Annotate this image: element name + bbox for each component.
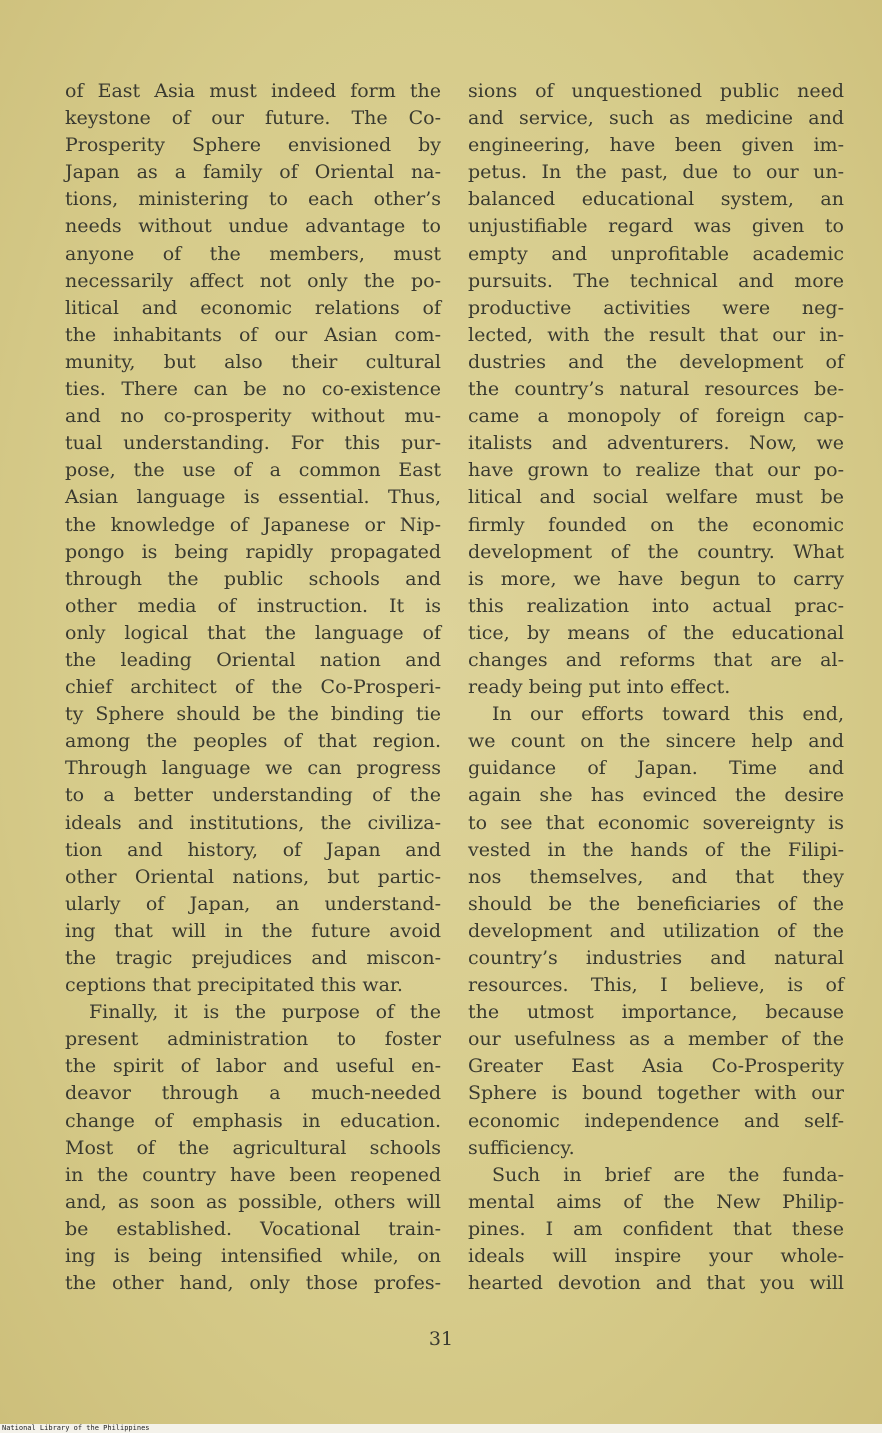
text-line: again she has evinced the desire	[468, 784, 844, 807]
text-line: In our efforts toward this end,	[492, 703, 844, 726]
text-line: should be the beneficiaries of the	[468, 892, 844, 915]
text-line: keystone of our future. The Co-	[65, 107, 441, 130]
text-line: in the country have been reopened	[65, 1163, 441, 1186]
text-line: mental aims of the New Philip-	[468, 1190, 844, 1213]
text-line: vested in the hands of the Filipi-	[468, 838, 844, 861]
text-line: be established. Vocational train-	[65, 1217, 441, 1240]
text-line: and, as soon as possible, others will	[65, 1190, 441, 1213]
text-line: Greater East Asia Co-Prosperity	[468, 1055, 844, 1078]
text-line: ing that will in the future avoid	[65, 919, 441, 942]
text-line: present administration to foster	[65, 1028, 441, 1051]
text-line: Asian language is essential. Thus,	[65, 486, 441, 509]
text-line: ties. There can be no co-existence	[65, 378, 441, 401]
text-line: munity, but also their cultural	[65, 350, 441, 373]
text-line: sufficiency.	[468, 1136, 575, 1159]
text-line: of East Asia must indeed form the	[65, 80, 441, 102]
text-line: Such in brief are the funda-	[492, 1163, 844, 1186]
text-line: only logical that the language of	[65, 621, 441, 644]
text-line: to a better understanding of the	[65, 784, 441, 807]
text-line: chief architect of the Co-Prosperi-	[65, 676, 441, 699]
text-line: Finally, it is the purpose of the	[89, 1001, 441, 1024]
text-line: other Oriental nations, but partic-	[65, 865, 441, 888]
text-line: and service, such as medicine and	[468, 107, 844, 130]
text-line: nos themselves, and that they	[468, 865, 844, 888]
text-line: changes and reforms that are al-	[468, 648, 844, 671]
text-line: italists and adventurers. Now, we	[468, 432, 844, 455]
text-line: tions, ministering to each other’s	[65, 188, 441, 211]
text-line: the utmost importance, because	[468, 1001, 844, 1024]
text-line: this realization into actual prac-	[468, 594, 844, 617]
text-line: Sphere is bound together with our	[468, 1082, 844, 1105]
left-text-column	[65, 78, 441, 1297]
text-line: firmly founded on the economic	[468, 513, 844, 536]
text-line: lected, with the result that our in-	[468, 323, 844, 346]
text-line: Through language we can progress	[65, 757, 441, 780]
text-line: other media of instruction. It is	[65, 594, 441, 617]
text-line: to see that economic sovereignty is	[468, 811, 844, 834]
text-line: the knowledge of Japanese or Nip-	[65, 513, 441, 536]
library-credit: National Library of the Philippines	[2, 1424, 150, 1432]
text-line: ceptions that precipitated this war.	[65, 974, 403, 997]
text-line: petus. In the past, due to our un-	[468, 161, 844, 184]
text-line: the spirit of labor and useful en-	[65, 1055, 441, 1078]
text-line: the leading Oriental nation and	[65, 648, 441, 671]
text-line: pose, the use of a common East	[65, 459, 441, 482]
text-line: development of the country. What	[468, 540, 844, 563]
text-line: tual understanding. For this pur-	[65, 432, 441, 455]
text-line: ideals and institutions, the civiliza-	[65, 811, 441, 834]
text-line: among the peoples of that region.	[65, 730, 441, 753]
text-line: the tragic prejudices and miscon-	[65, 947, 441, 969]
text-line: change of emphasis in education.	[65, 1109, 441, 1132]
text-line: have grown to realize that our po-	[468, 459, 844, 482]
text-line: tice, by means of the educational	[468, 621, 844, 644]
text-line: resources. This, I believe, is of	[468, 974, 844, 997]
text-line: tion and history, of Japan and	[65, 838, 441, 861]
text-line: the inhabitants of our Asian com-	[65, 323, 441, 346]
text-line: dustries and the development of	[468, 350, 844, 373]
text-line: ideals will inspire your whole-	[468, 1245, 844, 1268]
text-line: sions of unquestioned public need	[468, 80, 844, 102]
text-line: guidance of Japan. Time and	[468, 757, 844, 780]
text-line: pines. I am confident that these	[468, 1217, 844, 1240]
text-line: the other hand, only those profes-	[65, 1272, 441, 1295]
right-text-column	[468, 78, 844, 1297]
text-line: we count on the sincere help and	[468, 730, 844, 753]
text-line: Japan as a family of Oriental na-	[65, 161, 441, 184]
text-line: productive activities were neg-	[468, 296, 844, 319]
text-line: economic independence and self-	[468, 1109, 844, 1132]
text-line: pongo is being rapidly propagated	[65, 540, 441, 563]
text-line: development and utilization of the	[468, 919, 844, 942]
text-line: ing is being intensified while, on	[65, 1245, 441, 1268]
text-line: through the public schools and	[65, 567, 441, 590]
text-line: ready being put into effect.	[468, 676, 731, 699]
library-footer-bar	[0, 1424, 882, 1433]
text-line: deavor through a much-needed	[65, 1082, 441, 1105]
text-line: litical and economic relations of	[65, 296, 441, 319]
text-line: country’s industries and natural	[468, 947, 844, 969]
text-line: needs without undue advantage to	[65, 215, 441, 238]
text-line: ty Sphere should be the binding tie	[65, 703, 441, 726]
text-line: our usefulness as a member of the	[468, 1028, 844, 1051]
text-line: Most of the agricultural schools	[65, 1136, 441, 1159]
text-line: engineering, have been given im-	[468, 134, 844, 157]
text-line: came a monopoly of foreign cap-	[468, 405, 844, 428]
text-line: Prosperity Sphere envisioned by	[65, 134, 441, 157]
page-number: 31	[428, 1328, 454, 1350]
text-line: is more, we have begun to carry	[468, 567, 844, 590]
text-line: the country’s natural resources be-	[468, 378, 844, 401]
text-line: and no co-prosperity without mu-	[65, 405, 441, 428]
text-line: litical and social welfare must be	[468, 486, 844, 509]
text-line: empty and unprofitable academic	[468, 242, 844, 265]
text-line: hearted devotion and that you will	[468, 1272, 844, 1295]
text-line: unjustifiable regard was given to	[468, 215, 844, 238]
text-line: anyone of the members, must	[65, 242, 441, 265]
text-line: balanced educational system, an	[468, 188, 844, 211]
text-line: necessarily affect not only the po-	[65, 269, 441, 292]
text-line: ularly of Japan, an understand-	[65, 892, 441, 915]
text-line: pursuits. The technical and more	[468, 269, 844, 292]
